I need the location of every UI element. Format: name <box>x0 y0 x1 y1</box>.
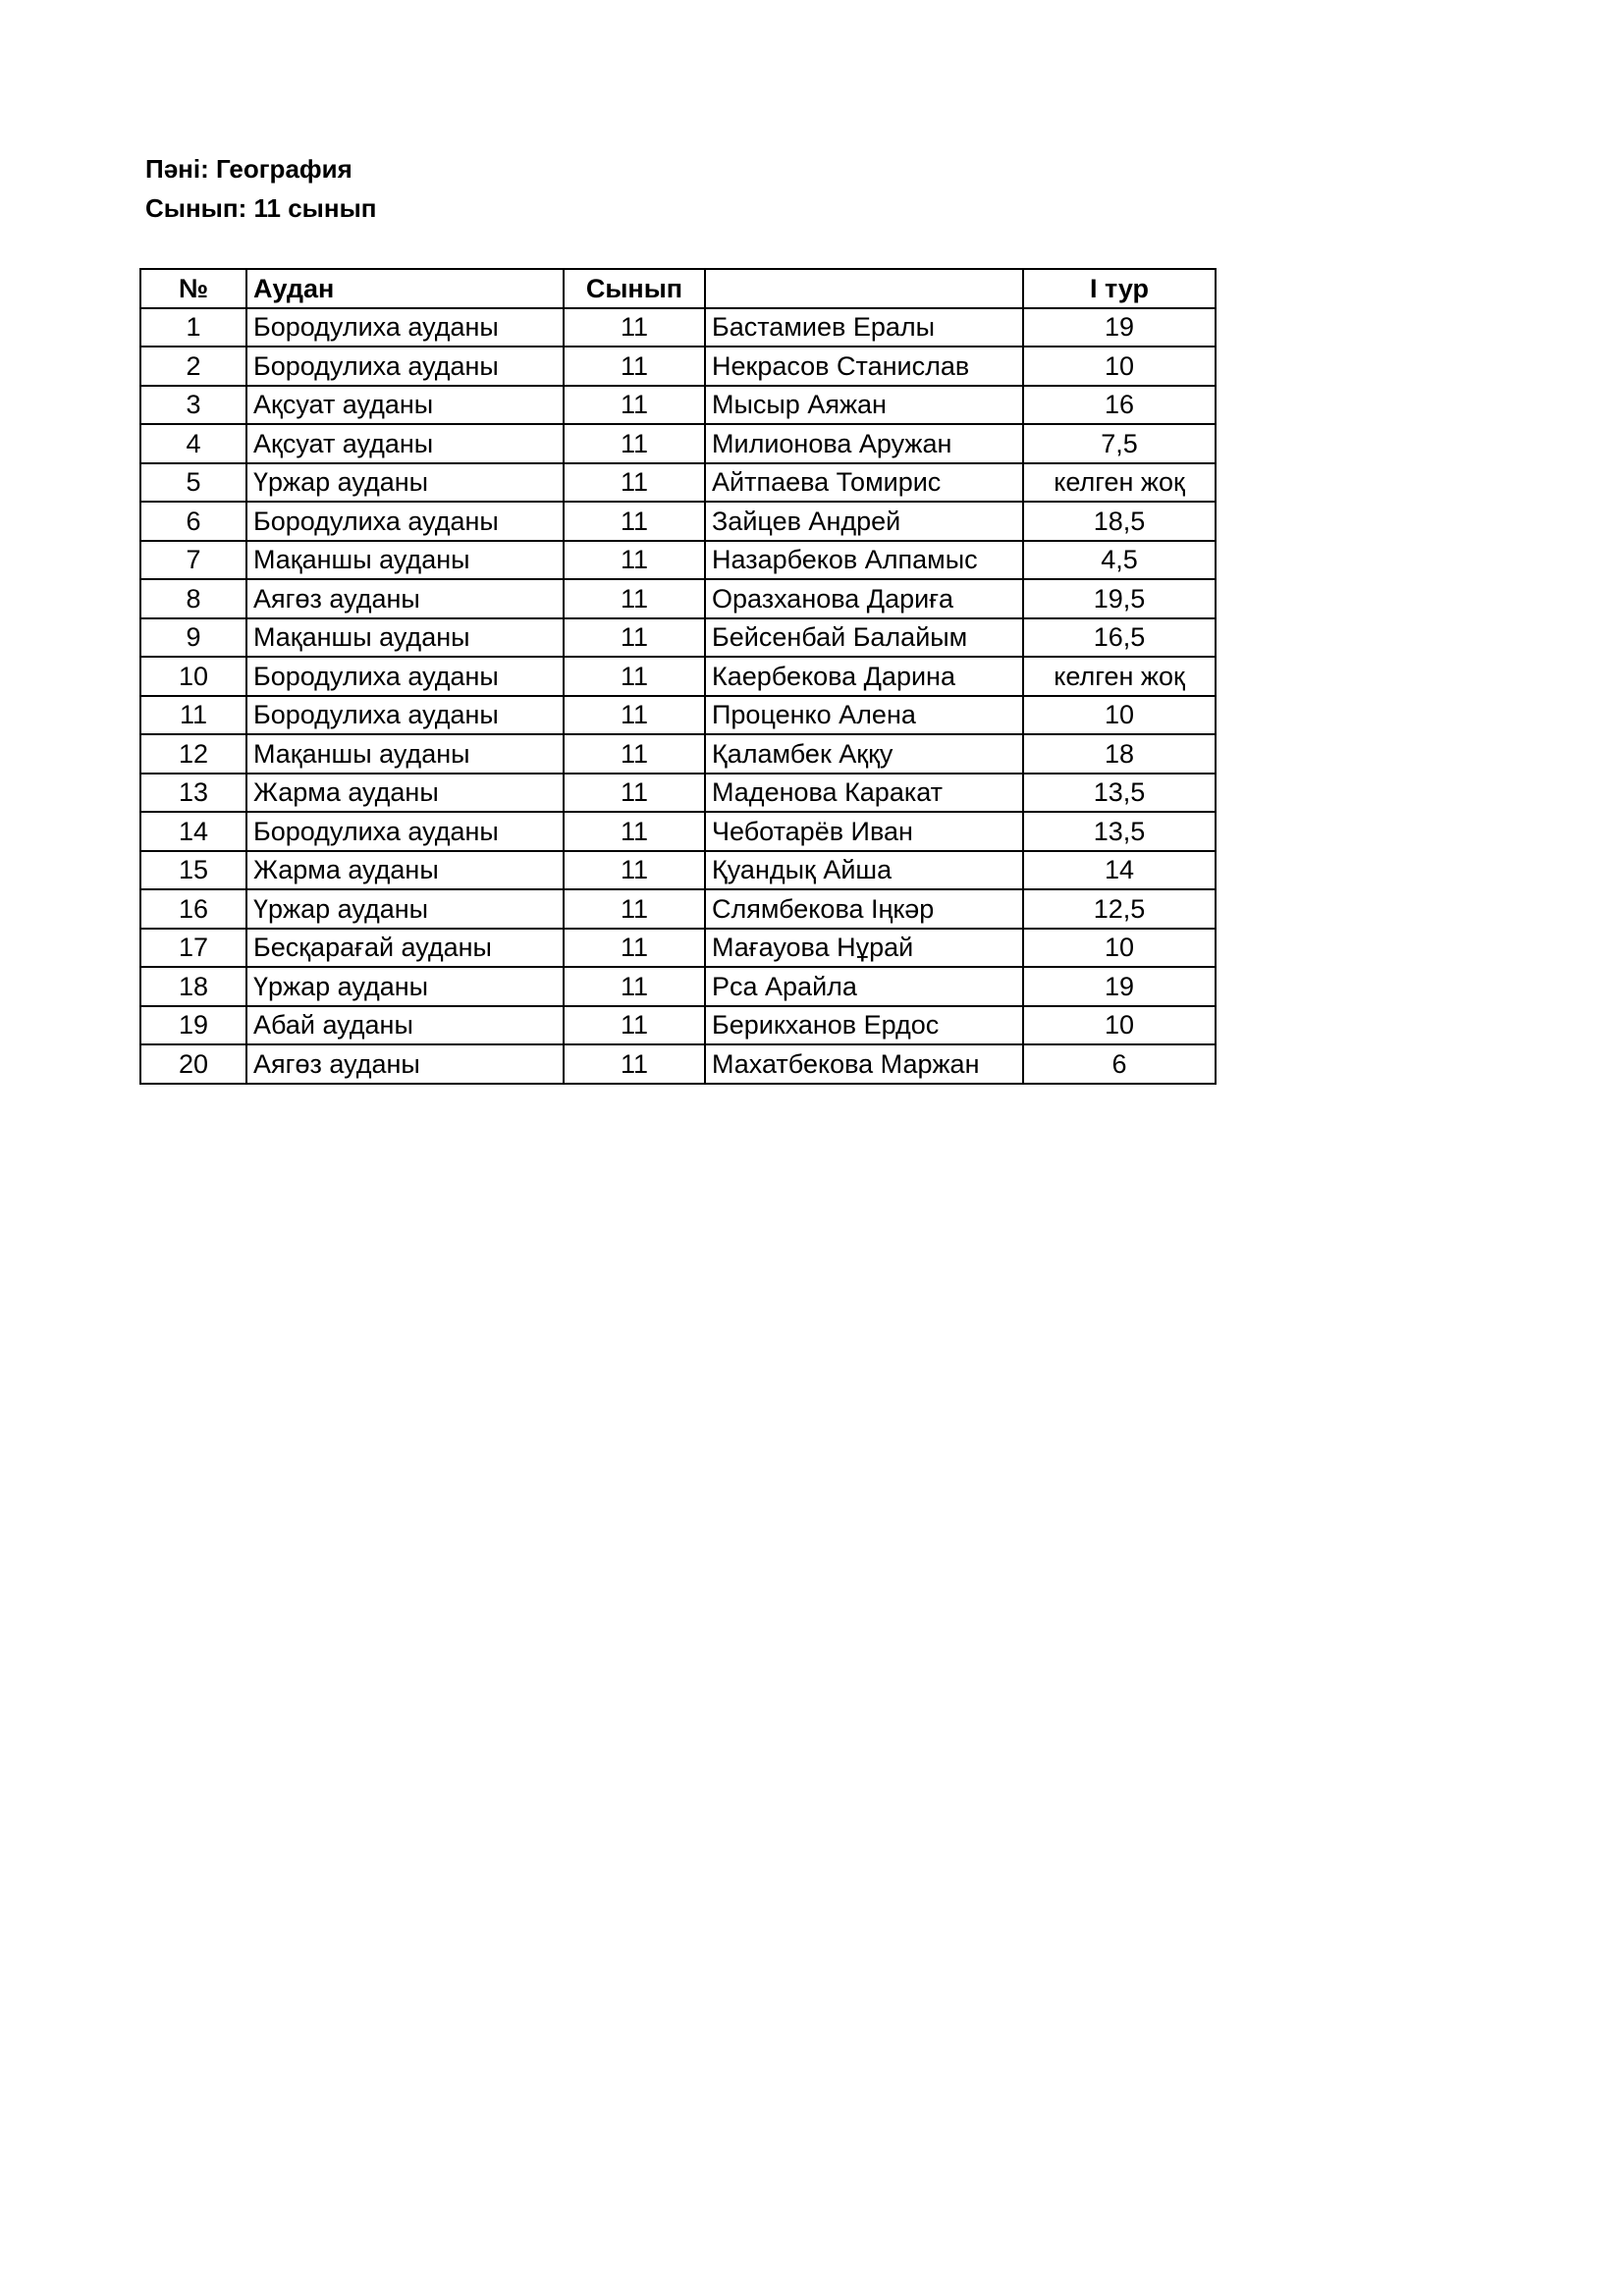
cell-score: 18,5 <box>1023 502 1216 541</box>
cell-score: 19 <box>1023 967 1216 1006</box>
cell-name: Каербекова Дарина <box>705 657 1023 696</box>
cell-name: Берикханов Ердос <box>705 1006 1023 1045</box>
cell-name: Чеботарёв Иван <box>705 812 1023 851</box>
cell-score: 19,5 <box>1023 579 1216 618</box>
cell-district: Жарма ауданы <box>246 774 564 813</box>
cell-score: 4,5 <box>1023 541 1216 580</box>
table-row <box>140 463 1216 503</box>
cell-district: Бородулиха ауданы <box>246 657 564 696</box>
cell-name: Мағауова Нұрай <box>705 929 1023 968</box>
cell-grade: 11 <box>564 812 705 851</box>
table-row <box>140 502 1216 541</box>
cell-grade: 11 <box>564 774 705 813</box>
cell-number: 3 <box>140 386 246 425</box>
cell-name: Слямбекова Іңкәр <box>705 889 1023 929</box>
table-row <box>140 424 1216 463</box>
cell-name: Милионова Аружан <box>705 424 1023 463</box>
cell-grade: 11 <box>564 424 705 463</box>
table-row <box>140 657 1216 696</box>
table-body <box>140 308 1216 1084</box>
cell-score: 16,5 <box>1023 618 1216 658</box>
cell-score: 10 <box>1023 696 1216 735</box>
cell-district: Абай ауданы <box>246 1006 564 1045</box>
cell-name: Қаламбек Аққу <box>705 734 1023 774</box>
cell-number: 19 <box>140 1006 246 1045</box>
cell-score: 10 <box>1023 929 1216 968</box>
cell-score: 7,5 <box>1023 424 1216 463</box>
cell-number: 5 <box>140 463 246 503</box>
cell-score: 18 <box>1023 734 1216 774</box>
column-header-grade: Сынып <box>564 269 705 308</box>
cell-number: 9 <box>140 618 246 658</box>
cell-score: 19 <box>1023 308 1216 347</box>
table-row <box>140 812 1216 851</box>
column-header-district: Аудан <box>246 269 564 308</box>
cell-district: Бородулиха ауданы <box>246 696 564 735</box>
cell-number: 20 <box>140 1044 246 1084</box>
table-row <box>140 696 1216 735</box>
cell-score: 12,5 <box>1023 889 1216 929</box>
cell-score: 14 <box>1023 851 1216 890</box>
table-row <box>140 579 1216 618</box>
table-header-row <box>140 269 1216 308</box>
cell-district: Мақаншы ауданы <box>246 541 564 580</box>
cell-number: 6 <box>140 502 246 541</box>
cell-district: Ақсуат ауданы <box>246 386 564 425</box>
cell-score: келген жоқ <box>1023 463 1216 503</box>
cell-name: Қуандық Айша <box>705 851 1023 890</box>
cell-score: 16 <box>1023 386 1216 425</box>
table-row <box>140 774 1216 813</box>
cell-grade: 11 <box>564 967 705 1006</box>
cell-district: Бородулиха ауданы <box>246 347 564 386</box>
cell-grade: 11 <box>564 618 705 658</box>
table-row <box>140 851 1216 890</box>
cell-district: Үржар ауданы <box>246 889 564 929</box>
cell-number: 2 <box>140 347 246 386</box>
cell-name: Назарбеков Алпамыс <box>705 541 1023 580</box>
cell-grade: 11 <box>564 1006 705 1045</box>
table-row <box>140 347 1216 386</box>
cell-grade: 11 <box>564 1044 705 1084</box>
subject-line <box>145 153 352 185</box>
cell-district: Бородулиха ауданы <box>246 308 564 347</box>
table-row <box>140 1044 1216 1084</box>
cell-number: 13 <box>140 774 246 813</box>
cell-number: 10 <box>140 657 246 696</box>
table-row <box>140 1006 1216 1045</box>
cell-number: 1 <box>140 308 246 347</box>
cell-district: Үржар ауданы <box>246 463 564 503</box>
cell-grade: 11 <box>564 851 705 890</box>
cell-number: 7 <box>140 541 246 580</box>
cell-name: Проценко Алена <box>705 696 1023 735</box>
cell-district: Аягөз ауданы <box>246 1044 564 1084</box>
cell-district: Аягөз ауданы <box>246 579 564 618</box>
cell-number: 12 <box>140 734 246 774</box>
table-row <box>140 618 1216 658</box>
cell-grade: 11 <box>564 734 705 774</box>
column-header-name <box>705 269 1023 308</box>
cell-grade: 11 <box>564 657 705 696</box>
table-row <box>140 734 1216 774</box>
cell-number: 17 <box>140 929 246 968</box>
cell-grade: 11 <box>564 386 705 425</box>
cell-grade: 11 <box>564 308 705 347</box>
cell-name: Зайцев Андрей <box>705 502 1023 541</box>
cell-name: Мысыр Аяжан <box>705 386 1023 425</box>
cell-name: Оразханова Дариға <box>705 579 1023 618</box>
subject-label: Пәні: <box>145 154 209 184</box>
cell-grade: 11 <box>564 889 705 929</box>
cell-score: 6 <box>1023 1044 1216 1084</box>
cell-number: 15 <box>140 851 246 890</box>
cell-district: Бородулиха ауданы <box>246 502 564 541</box>
cell-name: Маденова Каракат <box>705 774 1023 813</box>
cell-district: Жарма ауданы <box>246 851 564 890</box>
cell-grade: 11 <box>564 929 705 968</box>
cell-score: 10 <box>1023 347 1216 386</box>
cell-grade: 11 <box>564 541 705 580</box>
table-row <box>140 889 1216 929</box>
cell-name: Бастамиев Ералы <box>705 308 1023 347</box>
cell-district: Үржар ауданы <box>246 967 564 1006</box>
cell-number: 16 <box>140 889 246 929</box>
cell-name: Айтпаева Томирис <box>705 463 1023 503</box>
cell-district: Мақаншы ауданы <box>246 734 564 774</box>
cell-district: Бесқарағай ауданы <box>246 929 564 968</box>
cell-number: 8 <box>140 579 246 618</box>
results-table <box>139 268 1217 1085</box>
cell-grade: 11 <box>564 502 705 541</box>
cell-grade: 11 <box>564 696 705 735</box>
class-line <box>145 192 377 224</box>
cell-score: 13,5 <box>1023 812 1216 851</box>
cell-grade: 11 <box>564 347 705 386</box>
subject-value: География <box>215 154 352 184</box>
table-row <box>140 541 1216 580</box>
class-label: Сынып: <box>145 193 247 223</box>
cell-number: 11 <box>140 696 246 735</box>
table-row <box>140 967 1216 1006</box>
cell-name: Некрасов Станислав <box>705 347 1023 386</box>
cell-district: Мақаншы ауданы <box>246 618 564 658</box>
column-header-round1: I тур <box>1023 269 1216 308</box>
cell-number: 4 <box>140 424 246 463</box>
table-row <box>140 386 1216 425</box>
cell-score: 10 <box>1023 1006 1216 1045</box>
cell-name: Бейсенбай Балайым <box>705 618 1023 658</box>
cell-grade: 11 <box>564 579 705 618</box>
cell-name: Рса Арайла <box>705 967 1023 1006</box>
cell-number: 14 <box>140 812 246 851</box>
cell-name: Махатбекова Маржан <box>705 1044 1023 1084</box>
cell-score: келген жоқ <box>1023 657 1216 696</box>
cell-number: 18 <box>140 967 246 1006</box>
cell-district: Ақсуат ауданы <box>246 424 564 463</box>
cell-district: Бородулиха ауданы <box>246 812 564 851</box>
table-row <box>140 308 1216 347</box>
cell-grade: 11 <box>564 463 705 503</box>
class-value: 11 сынып <box>253 193 377 223</box>
table-row <box>140 929 1216 968</box>
column-header-number: № <box>140 269 246 308</box>
cell-score: 13,5 <box>1023 774 1216 813</box>
